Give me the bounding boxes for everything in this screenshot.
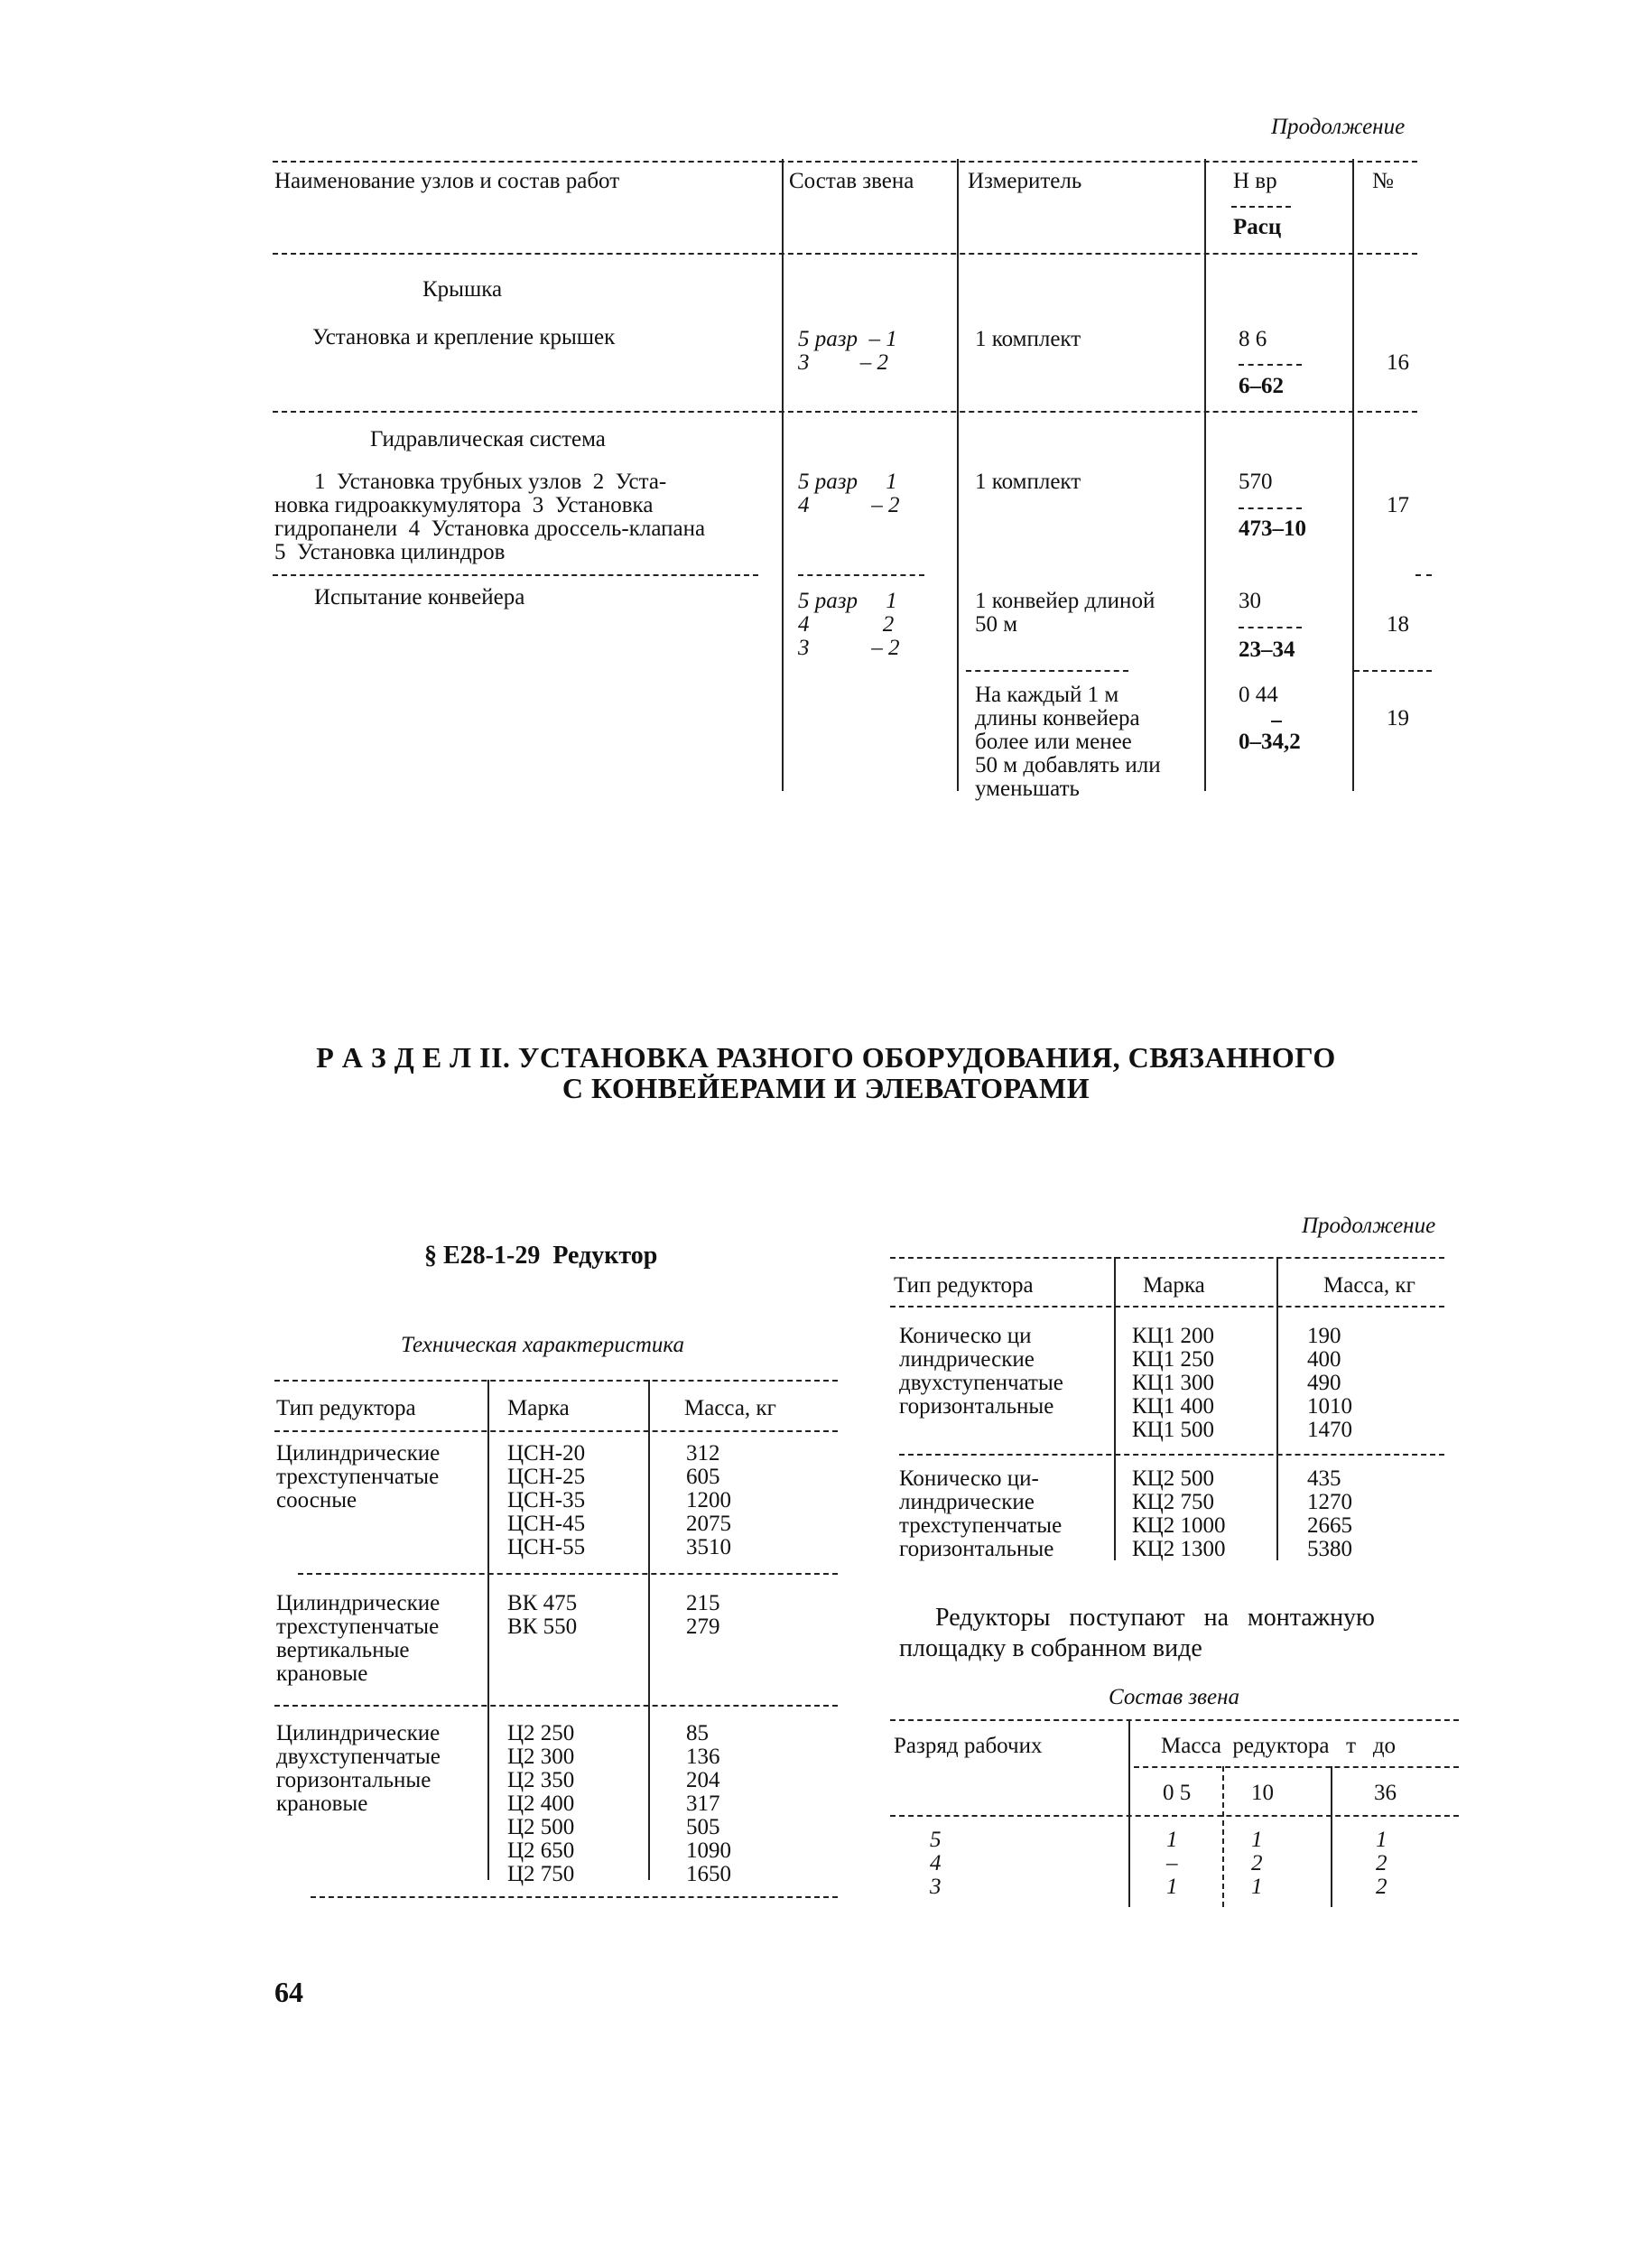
- table-rule: [890, 1257, 1444, 1259]
- header-name: Наименование узлов и состав работ: [274, 169, 620, 193]
- unit: 50 м добавлять или: [975, 753, 1161, 777]
- column-divider: [1128, 1719, 1130, 1907]
- mass-cell: 204: [686, 1768, 720, 1792]
- mass-column: 10: [1251, 1781, 1274, 1805]
- column-divider: [1222, 1766, 1224, 1907]
- hvr-value: 30: [1239, 589, 1261, 613]
- type-cell: Коническо ци-: [899, 1466, 1039, 1491]
- unit: более или менее: [975, 730, 1132, 754]
- mark-cell: Ц2 500: [507, 1815, 575, 1839]
- crew-cell: 1: [1376, 1828, 1387, 1852]
- mark-cell: Ц2 300: [507, 1745, 575, 1769]
- table-rule: [899, 1454, 1444, 1456]
- table-rule: [274, 1705, 838, 1707]
- crew-line: 5 разр 1: [798, 589, 897, 613]
- crew-line: 4 – 2: [798, 493, 900, 517]
- mark-cell: КЦ2 750: [1132, 1490, 1214, 1514]
- column-divider: [1276, 1257, 1278, 1560]
- type-cell: двухступенчатые: [276, 1745, 441, 1769]
- mark-cell: ВК 475: [507, 1591, 578, 1615]
- type-cell: горизонтальные: [276, 1768, 432, 1792]
- rasc-value: 0–34,2: [1239, 730, 1301, 754]
- mass-cell: 317: [686, 1791, 720, 1816]
- table-rule: [1134, 1766, 1459, 1768]
- type-cell: трехступенчатые: [276, 1615, 440, 1639]
- type-cell: вертикальные: [276, 1638, 410, 1662]
- column-divider: [782, 159, 784, 791]
- hvr-fraction-rule: [1239, 364, 1302, 366]
- unit: 50 м: [975, 612, 1018, 637]
- crew-cell: 2: [1251, 1851, 1263, 1875]
- column-divider: [1331, 1766, 1332, 1907]
- row-number: 19: [1387, 706, 1409, 731]
- table-rule: [1354, 670, 1432, 672]
- rasc-value: 6–62: [1239, 374, 1284, 398]
- work-name: 5 Установка цилиндров: [274, 540, 506, 564]
- table-rule: [273, 253, 1417, 255]
- row-number: 18: [1387, 612, 1409, 637]
- crew-cell: 2: [1376, 1851, 1387, 1875]
- crew-line: 5 разр 1: [798, 470, 897, 494]
- unit: 1 комплект: [975, 470, 1081, 494]
- table-rule: [798, 574, 924, 576]
- mass-cell: 505: [686, 1815, 720, 1839]
- work-name: гидропанели 4 Установка дроссель-клапана: [274, 516, 706, 541]
- type-cell: соосные: [276, 1488, 357, 1512]
- mass-cell: 1200: [686, 1488, 731, 1512]
- note-text: Редукторы поступают на монтажную: [935, 1604, 1375, 1632]
- continuation-label: Продолжение: [1302, 1214, 1436, 1238]
- header-hvr: Н вр: [1233, 169, 1277, 193]
- header-mass: Масса, кг: [684, 1396, 776, 1420]
- mark-cell: Ц2 350: [507, 1768, 575, 1792]
- grade-cell: 3: [930, 1875, 942, 1899]
- mark-cell: ЦСН-20: [507, 1441, 586, 1466]
- work-name: 1 Установка трубных узлов 2 Уста-: [314, 470, 667, 494]
- header-num: №: [1372, 169, 1394, 193]
- mark-cell: КЦ1 300: [1132, 1371, 1214, 1395]
- type-cell: горизонтальные: [899, 1394, 1054, 1419]
- mark-cell: ЦСН-45: [507, 1512, 586, 1536]
- table-rule: [274, 1430, 838, 1432]
- rasc-value: 23–34: [1239, 637, 1295, 662]
- column-divider: [1204, 159, 1206, 791]
- paragraph-title: § Е28-1-29 Редуктор: [424, 1242, 658, 1270]
- type-cell: двухступенчатые: [899, 1371, 1063, 1395]
- header-rasc: Расц: [1233, 215, 1282, 239]
- mass-cell: 215: [686, 1591, 720, 1615]
- column-divider: [1352, 159, 1354, 791]
- column-divider: [648, 1380, 650, 1880]
- type-cell: Коническо ци: [899, 1324, 1032, 1348]
- crew-cell: 1: [1251, 1828, 1263, 1852]
- mass-cell: 1270: [1307, 1490, 1352, 1514]
- row-number: 16: [1387, 350, 1409, 375]
- mass-cell: 5380: [1307, 1537, 1352, 1561]
- mark-cell: ВК 550: [507, 1615, 578, 1639]
- type-cell: трехступенчатые: [899, 1513, 1063, 1538]
- mass-cell: 435: [1307, 1466, 1341, 1491]
- header-type: Тип редуктора: [894, 1273, 1034, 1298]
- crew-line: 4 2: [798, 612, 895, 637]
- work-name: Испытание конвейера: [314, 585, 525, 610]
- unit: длины конвейера: [975, 706, 1140, 731]
- page-number: 64: [274, 1976, 303, 2008]
- type-cell: крановые: [276, 1661, 368, 1686]
- grade-cell: 5: [930, 1828, 942, 1852]
- mark-cell: КЦ1 500: [1132, 1418, 1214, 1442]
- tech-title: Техническая характеристика: [401, 1333, 685, 1357]
- mass-cell: 1090: [686, 1838, 731, 1863]
- table-rule: [890, 1815, 1459, 1817]
- hvr-value: 0 44: [1239, 683, 1278, 707]
- mark-cell: КЦ2 1000: [1132, 1513, 1226, 1538]
- mass-cell: 279: [686, 1615, 720, 1639]
- mass-cell: 190: [1307, 1324, 1341, 1348]
- header-grade: Разряд рабочих: [894, 1734, 1043, 1758]
- table-rule: [1415, 574, 1432, 576]
- type-cell: линдрические: [899, 1490, 1035, 1514]
- crew-cell: –: [1166, 1851, 1178, 1875]
- crew-cell: 1: [1166, 1828, 1178, 1852]
- type-cell: крановые: [276, 1791, 368, 1816]
- crew-line: 5 разр – 1: [798, 327, 897, 351]
- row-number: 17: [1387, 493, 1409, 517]
- hvr-value: 570: [1239, 470, 1273, 494]
- table-rule: [890, 1306, 1444, 1307]
- grade-cell: 4: [930, 1851, 942, 1875]
- table-rule: [311, 1896, 838, 1898]
- rasc-value: 473–10: [1239, 516, 1306, 541]
- mark-cell: КЦ1 250: [1132, 1347, 1214, 1372]
- header-mass: Масса, кг: [1323, 1273, 1415, 1298]
- type-cell: Цилиндрические: [276, 1721, 441, 1745]
- header-mark: Марка: [507, 1396, 570, 1420]
- mass-column: 36: [1374, 1781, 1397, 1805]
- mass-cell: 312: [686, 1441, 720, 1466]
- unit: уменьшать: [975, 777, 1080, 801]
- mass-cell: 85: [686, 1721, 709, 1745]
- mark-cell: Ц2 650: [507, 1838, 575, 1863]
- type-cell: линдрические: [899, 1347, 1035, 1372]
- mark-cell: КЦ2 500: [1132, 1466, 1214, 1491]
- table-rule: [273, 574, 758, 576]
- column-divider: [1114, 1257, 1116, 1560]
- table-rule: [273, 411, 1417, 413]
- section-label: Крышка: [422, 277, 503, 302]
- header-type: Тип редуктора: [276, 1396, 416, 1420]
- mass-cell: 2075: [686, 1512, 731, 1536]
- mark-cell: ЦСН-35: [507, 1488, 586, 1512]
- hvr-value: 8 6: [1239, 327, 1267, 351]
- table-rule: [890, 1719, 1459, 1721]
- hvr-fraction-rule: [1271, 721, 1282, 722]
- mark-cell: ЦСН-55: [507, 1535, 586, 1559]
- mass-cell: 2665: [1307, 1513, 1352, 1538]
- mark-cell: ЦСН-25: [507, 1465, 586, 1489]
- type-cell: Цилиндрические: [276, 1441, 441, 1466]
- work-name: новка гидроаккумулятора 3 Установка: [274, 493, 654, 517]
- mark-cell: Ц2 750: [507, 1862, 575, 1886]
- mass-cell: 490: [1307, 1371, 1341, 1395]
- header-mark: Марка: [1143, 1273, 1205, 1298]
- mark-cell: КЦ1 200: [1132, 1324, 1214, 1348]
- column-divider: [957, 159, 959, 791]
- mark-cell: КЦ1 400: [1132, 1394, 1214, 1419]
- mass-cell: 3510: [686, 1535, 731, 1559]
- continuation-label: Продолжение: [1271, 115, 1406, 139]
- type-cell: Цилиндрические: [276, 1591, 441, 1615]
- header-unit: Измеритель: [968, 169, 1082, 193]
- header-crew: Состав звена: [789, 169, 914, 193]
- mark-cell: Ц2 400: [507, 1791, 575, 1816]
- table-rule: [298, 1573, 838, 1575]
- hvr-fraction-rule: [1239, 627, 1302, 628]
- mass-cell: 1010: [1307, 1394, 1352, 1419]
- unit: На каждый 1 м: [975, 683, 1119, 707]
- table-rule: [274, 1380, 838, 1382]
- work-name: Установка и крепление крышек: [312, 325, 616, 349]
- note-text: площадку в собранном виде: [899, 1634, 1202, 1662]
- crew-cell: 2: [1376, 1875, 1387, 1899]
- type-cell: горизонтальные: [899, 1537, 1054, 1561]
- mark-cell: Ц2 250: [507, 1721, 575, 1745]
- type-cell: трехступенчатые: [276, 1465, 440, 1489]
- table-rule: [273, 161, 1417, 163]
- mass-cell: 605: [686, 1465, 720, 1489]
- unit: 1 конвейер длиной: [975, 589, 1155, 613]
- table-rule: [966, 670, 1128, 672]
- crew-title: Состав звена: [1109, 1685, 1240, 1709]
- hvr-fraction-rule: [1239, 507, 1302, 509]
- section-heading: Р А З Д Е Л II. УСТАНОВКА РАЗНОГО ОБОРУДОВАНИЯ, СВЯЗАННОГО: [316, 1041, 1336, 1074]
- crew-cell: 1: [1166, 1875, 1178, 1899]
- crew-cell: 1: [1251, 1875, 1263, 1899]
- mass-cell: 1650: [686, 1862, 731, 1886]
- hvr-fraction-rule: [1231, 206, 1291, 208]
- section-heading: С КОНВЕЙЕРАМИ И ЭЛЕВАТОРАМИ: [561, 1072, 1091, 1104]
- section-label: Гидравлическая система: [370, 427, 606, 451]
- crew-line: 3 – 2: [798, 350, 888, 375]
- mass-column: 0 5: [1163, 1781, 1192, 1805]
- mark-cell: КЦ2 1300: [1132, 1537, 1226, 1561]
- column-divider: [487, 1380, 489, 1880]
- mass-cell: 400: [1307, 1347, 1341, 1372]
- mass-cell: 136: [686, 1745, 720, 1769]
- header-mass: Масса редуктора т до: [1161, 1734, 1397, 1758]
- unit: 1 комплект: [975, 327, 1081, 351]
- mass-cell: 1470: [1307, 1418, 1352, 1442]
- crew-line: 3 – 2: [798, 636, 900, 660]
